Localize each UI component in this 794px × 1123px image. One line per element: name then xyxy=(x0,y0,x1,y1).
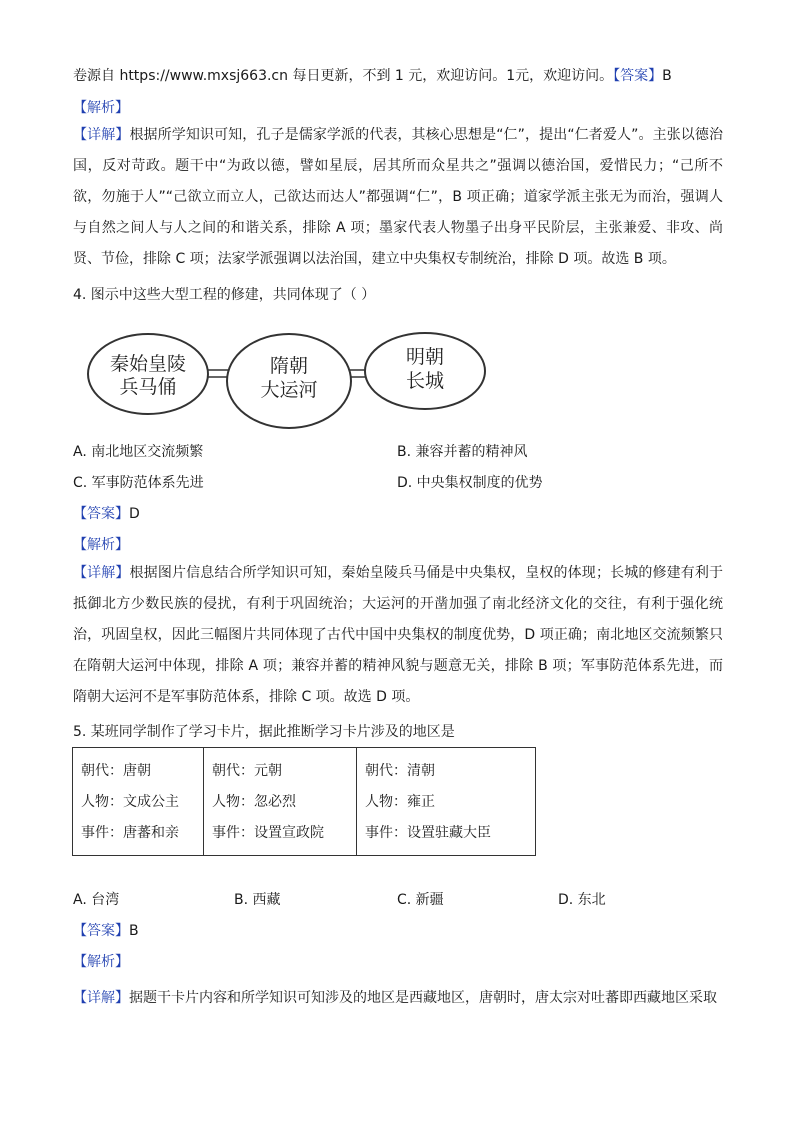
analysis-label: 【解析】 xyxy=(73,100,129,116)
diagram-left-line2: 兵马俑 xyxy=(119,376,177,398)
q5-option-c: C. 新疆 xyxy=(397,892,444,908)
detail-text: 据题干卡片内容和所学知识可知涉及的地区是西藏地区，唐朝时，唐太宗对吐蕃即西藏地区采取 xyxy=(129,990,717,1006)
card-dynasty: 朝代：清朝 xyxy=(365,763,435,779)
q5-stem: 5. 某班同学制作了学习卡片，据此推断学习卡片涉及的地区是 xyxy=(73,724,455,740)
card-yuan xyxy=(204,748,357,856)
detail-label: 【详解】 xyxy=(73,127,130,143)
source-header xyxy=(73,66,672,86)
q4-answer xyxy=(73,504,140,524)
answer-tag: 【答案】 xyxy=(613,68,663,84)
diagram-right-line2: 长城 xyxy=(405,370,445,392)
answer-tag: 【答案】 xyxy=(73,923,129,939)
diagram-right-line1: 明朝 xyxy=(405,346,445,368)
card-tang xyxy=(73,748,204,856)
analysis-label: 【解析】 xyxy=(73,537,129,553)
answer-value: B xyxy=(129,923,139,939)
q4-diagram xyxy=(86,330,486,432)
diagram-middle-line2: 大运河 xyxy=(260,379,318,401)
q5-answer xyxy=(73,921,139,941)
analysis-label: 【解析】 xyxy=(73,954,129,970)
q3-detail xyxy=(73,120,723,275)
diagram-middle-line1: 隋朝 xyxy=(269,355,309,377)
answer-value: D xyxy=(129,506,140,522)
card-event: 事件：唐蕃和亲 xyxy=(81,825,179,841)
study-cards-table xyxy=(72,747,536,856)
q5-detail xyxy=(73,983,723,1014)
q4-option-a: A. 南北地区交流频繁 xyxy=(73,444,204,460)
q5-option-a: A. 台湾 xyxy=(73,892,120,908)
q4-detail xyxy=(73,558,723,713)
diagram-left-line1: 秦始皇陵 xyxy=(109,353,187,375)
card-person: 人物：忽必烈 xyxy=(212,794,296,810)
detail-label: 【详解】 xyxy=(73,990,129,1006)
q5-option-d: D. 东北 xyxy=(558,892,606,908)
q4-option-b: B. 兼容并蓄的精神风 xyxy=(397,444,528,460)
card-person: 人物：文成公主 xyxy=(81,794,179,810)
card-dynasty: 朝代：元朝 xyxy=(212,763,282,779)
detail-text: 根据图片信息结合所学知识可知，秦始皇陵兵马俑是中央集权，皇权的体现；长城的修建有利于抵御北方少数民族的侵扰，有利于巩固统治；大运河的开凿加强了南北经济文化的交往，有利于强化统治，巩固皇权，因此三幅图片共同体现了古代中国中央集权的制度优势，D 项正确；南北地区交流频繁只在隋朝大运河中体现，排除 A 项；兼容并蓄的精神风貌与题意无关，排除 B 项；军事防范体系先进，而隋朝大运河不是军事防范体系，排除 C 项。故选 D 项。 xyxy=(73,565,724,705)
card-person: 人物：雍正 xyxy=(365,794,435,810)
card-event: 事件：设置宣政院 xyxy=(212,825,324,841)
source-text: 卷源自 https://www.mxsj663.cn 每日更新，不到 1 元，欢迎访问。1元，欢迎访问。 xyxy=(73,68,614,84)
q4-option-c: C. 军事防范体系先进 xyxy=(73,475,204,491)
detail-label: 【详解】 xyxy=(73,565,130,581)
detail-text: 根据所学知识可知，孔子是儒家学派的代表，其核心思想是“仁”，提出“仁者爱人”。主张以德治国，反对苛政。题干中“为政以德，譬如星辰，居其所而众星共之”强调以德治国，爱惜民力；“己所不欲，勿施于人”“己欲立而立人，己欲达而达人”都强调“仁”，B 项正确；道家学派主张无为而治，强调人与自然之间人与人之间的和谐关系，排除 A 项；墨家代表人物墨子出身平民阶层，主张兼爱、非攻、尚贤、节俭，排除 C 项；法家学派强调以法治国，建立中央集权专制统治，排除 D 项。故选 B 项。 xyxy=(73,127,724,267)
answer-tag: 【答案】 xyxy=(73,506,129,522)
card-qing xyxy=(357,748,536,856)
q5-option-b: B. 西藏 xyxy=(234,892,281,908)
q4-option-d: D. 中央集权制度的优势 xyxy=(397,475,543,491)
answer-value: B xyxy=(662,68,672,84)
q4-stem: 4. 图示中这些大型工程的修建，共同体现了（ ） xyxy=(73,287,376,303)
card-event: 事件：设置驻藏大臣 xyxy=(365,825,491,841)
card-dynasty: 朝代：唐朝 xyxy=(81,763,151,779)
